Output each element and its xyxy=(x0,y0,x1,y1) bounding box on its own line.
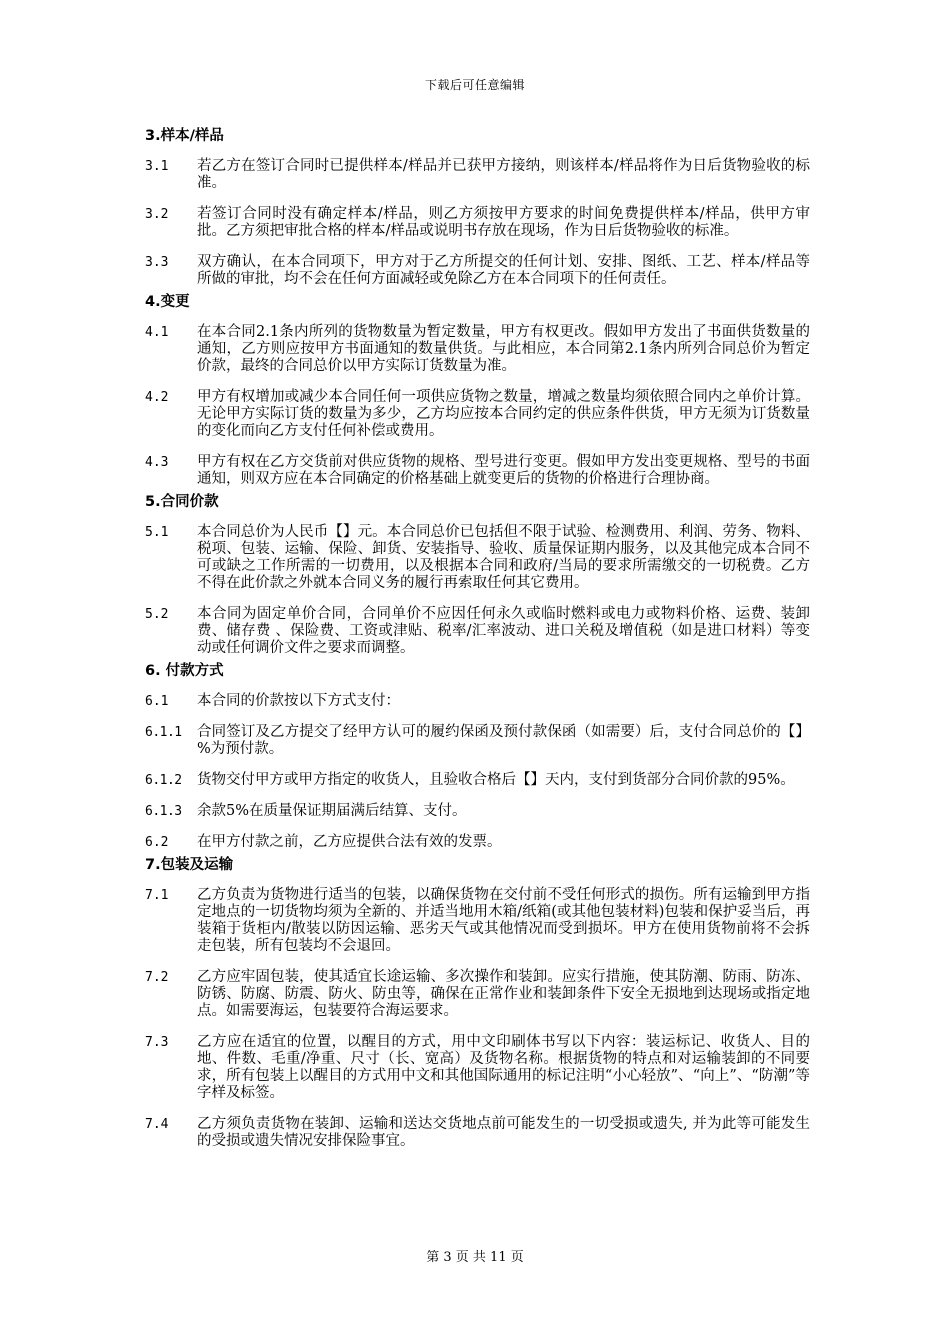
clause-number: 7.1 xyxy=(145,888,169,903)
clause-number: 6.2 xyxy=(145,835,169,850)
clause-5-1 xyxy=(145,524,810,592)
clause-text: 本合同总价为人民币【】元。本合同总价已包括但不限于试验、检测费用、利润、劳务、物料、税项、包装、运输、保险、卸货、安装指导、验收、质量保证期内服务，以及其他完成本合同不可或缺之工作所需的一切费用，以及根据本合同和政府/当局的要求所需缴交的一切税费。乙方不得在此价款之外就本合同义务的履行再索取任何其它费用。 xyxy=(197,524,810,591)
clause-number: 4.2 xyxy=(145,390,169,405)
clause-number: 3.3 xyxy=(145,255,169,270)
clause-3-1 xyxy=(145,158,810,192)
clause-3-2 xyxy=(145,206,810,240)
section-title-4: 4.变更 xyxy=(145,294,190,310)
clause-7-2 xyxy=(145,969,810,1020)
clause-text: 乙方负责为货物进行适当的包装，以确保货物在交付前不受任何形式的损伤。所有运输到甲方指定地点的一切货物均须为全新的、并适当地用木箱/纸箱(或其他包装材料)包装和保护妥当后，再装箱于货柜内/散装以防因运输、恶劣天气或其他情况而受到损坏。甲方在使用货物前将不会拆走包装，所有包装均不会退回。 xyxy=(197,887,810,954)
clause-text: 在本合同2.1条内所列的货物数量为暂定数量，甲方有权更改。假如甲方发出了书面供货数量的通知，乙方则应按甲方书面通知的数量供货。与此相应，本合同第2.1条内所列合同总价为暂定价款，最终的合同总价以甲方实际订货数量为准。 xyxy=(197,324,810,374)
clause-4-1 xyxy=(145,324,810,375)
clause-7-1 xyxy=(145,887,810,955)
clause-text: 甲方有权增加或减少本合同任何一项供应货物之数量，增减之数量均须依照合同内之单价计算。无论甲方实际订货的数量为多少，乙方均应按本合同约定的供应条件供货，甲方无须为订货数量的变化而向乙方支付任何补偿或费用。 xyxy=(197,389,810,439)
section-title-3: 3.样本/样品 xyxy=(145,128,224,144)
clause-6-1 xyxy=(145,693,810,710)
page-header: 下载后可任意编辑 xyxy=(424,78,525,92)
clause-number: 3.1 xyxy=(145,159,169,174)
page-footer: 第 3 页 共 11 页 xyxy=(426,1250,524,1265)
clause-4-2 xyxy=(145,389,810,440)
clause-text: 乙方应牢固包装，使其适宜长途运输、多次操作和装卸。应实行措施，使其防潮、防雨、防冻、防锈、防腐、防震、防火、防虫等，确保在正常作业和装卸条件下安全无损地到达现场或指定地点。如需要海运，包装要符合海运要求。 xyxy=(197,969,810,1019)
clause-5-2 xyxy=(145,606,810,657)
clause-number: 7.4 xyxy=(145,1117,169,1132)
clause-text: 若签订合同时没有确定样本/样品，则乙方须按甲方要求的时间免费提供样本/样品，供甲方审批。乙方须把审批合格的样本/样品或说明书存放在现场，作为日后货物验收的标准。 xyxy=(197,206,810,239)
clause-text: 余款5%在质量保证期届满后结算、支付。 xyxy=(197,803,467,819)
clause-text: 乙方应在适宜的位置，以醒目的方式，用中文印刷体书写以下内容：装运标记、收货人、目的地、件数、毛重/净重、尺寸（长、宽高）及货物名称。根据货物的特点和对运输装卸的不同要求，所有包装上以醒目的方式用中文和其他国际通用的标记注明“小心轻放”、“向上”、“防潮”等字样及标签。 xyxy=(197,1034,810,1101)
document-body xyxy=(145,126,810,1164)
clause-text: 本合同为固定单价合同，合同单价不应因任何永久或临时燃料或电力或物料价格、运费、装卸费、储存费 、保险费、工资或津贴、税率/汇率波动、进口关税及增值税（如是进口材料）等变动或任何调价文件之要求而调整。 xyxy=(197,606,810,656)
section-title-6: 6. 付款方式 xyxy=(145,663,224,679)
clause-text: 甲方有权在乙方交货前对供应货物的规格、型号进行变更。假如甲方发出变更规格、型号的书面通知，则双方应在本合同确定的价格基础上就变更后的货物的价格进行合理协商。 xyxy=(197,454,810,487)
clause-number: 6.1.3 xyxy=(145,804,182,819)
clause-text: 乙方须负责货物在装卸、运输和送达交货地点前可能发生的一切受损或遗失, 并为此等可能发生的受损或遗失情况安排保险事宜。 xyxy=(197,1116,810,1149)
clause-number: 3.2 xyxy=(145,207,169,222)
clause-number: 5.1 xyxy=(145,525,169,540)
clause-number: 5.2 xyxy=(145,607,169,622)
clause-7-3 xyxy=(145,1034,810,1102)
clause-6-2 xyxy=(145,834,810,851)
clause-text: 合同签订及乙方提交了经甲方认可的履约保函及预付款保函（如需要）后，支付合同总价的【】%为预付款。 xyxy=(197,724,810,757)
clause-number: 7.3 xyxy=(145,1035,169,1050)
clause-number: 6.1 xyxy=(145,694,169,709)
clause-text: 若乙方在签订合同时已提供样本/样品并已获甲方接纳，则该样本/样品将作为日后货物验收的标准。 xyxy=(197,158,810,191)
clause-6-1-3 xyxy=(145,803,810,820)
clause-text: 本合同的价款按以下方式支付： xyxy=(197,693,400,709)
clause-6-1-2 xyxy=(145,772,810,789)
clause-number: 6.1.2 xyxy=(145,773,182,788)
clause-text: 双方确认，在本合同项下，甲方对于乙方所提交的任何计划、安排、图纸、工艺、样本/样品等所做的审批，均不会在任何方面减轻或免除乙方在本合同项下的任何责任。 xyxy=(197,254,810,287)
clause-number: 4.1 xyxy=(145,325,169,340)
clause-number: 6.1.1 xyxy=(145,725,182,740)
clause-6-1-1 xyxy=(145,724,810,758)
section-title-7: 7.包装及运输 xyxy=(145,857,234,873)
clause-number: 7.2 xyxy=(145,970,169,985)
section-title-5: 5.合同价款 xyxy=(145,494,219,510)
clause-number: 4.3 xyxy=(145,455,169,470)
clause-3-3 xyxy=(145,254,810,288)
clause-7-4 xyxy=(145,1116,810,1150)
clause-4-3 xyxy=(145,454,810,488)
clause-text: 货物交付甲方或甲方指定的收货人，且验收合格后【】天内，支付到货部分合同价款的95%。 xyxy=(197,772,795,788)
clause-text: 在甲方付款之前，乙方应提供合法有效的发票。 xyxy=(197,834,502,850)
